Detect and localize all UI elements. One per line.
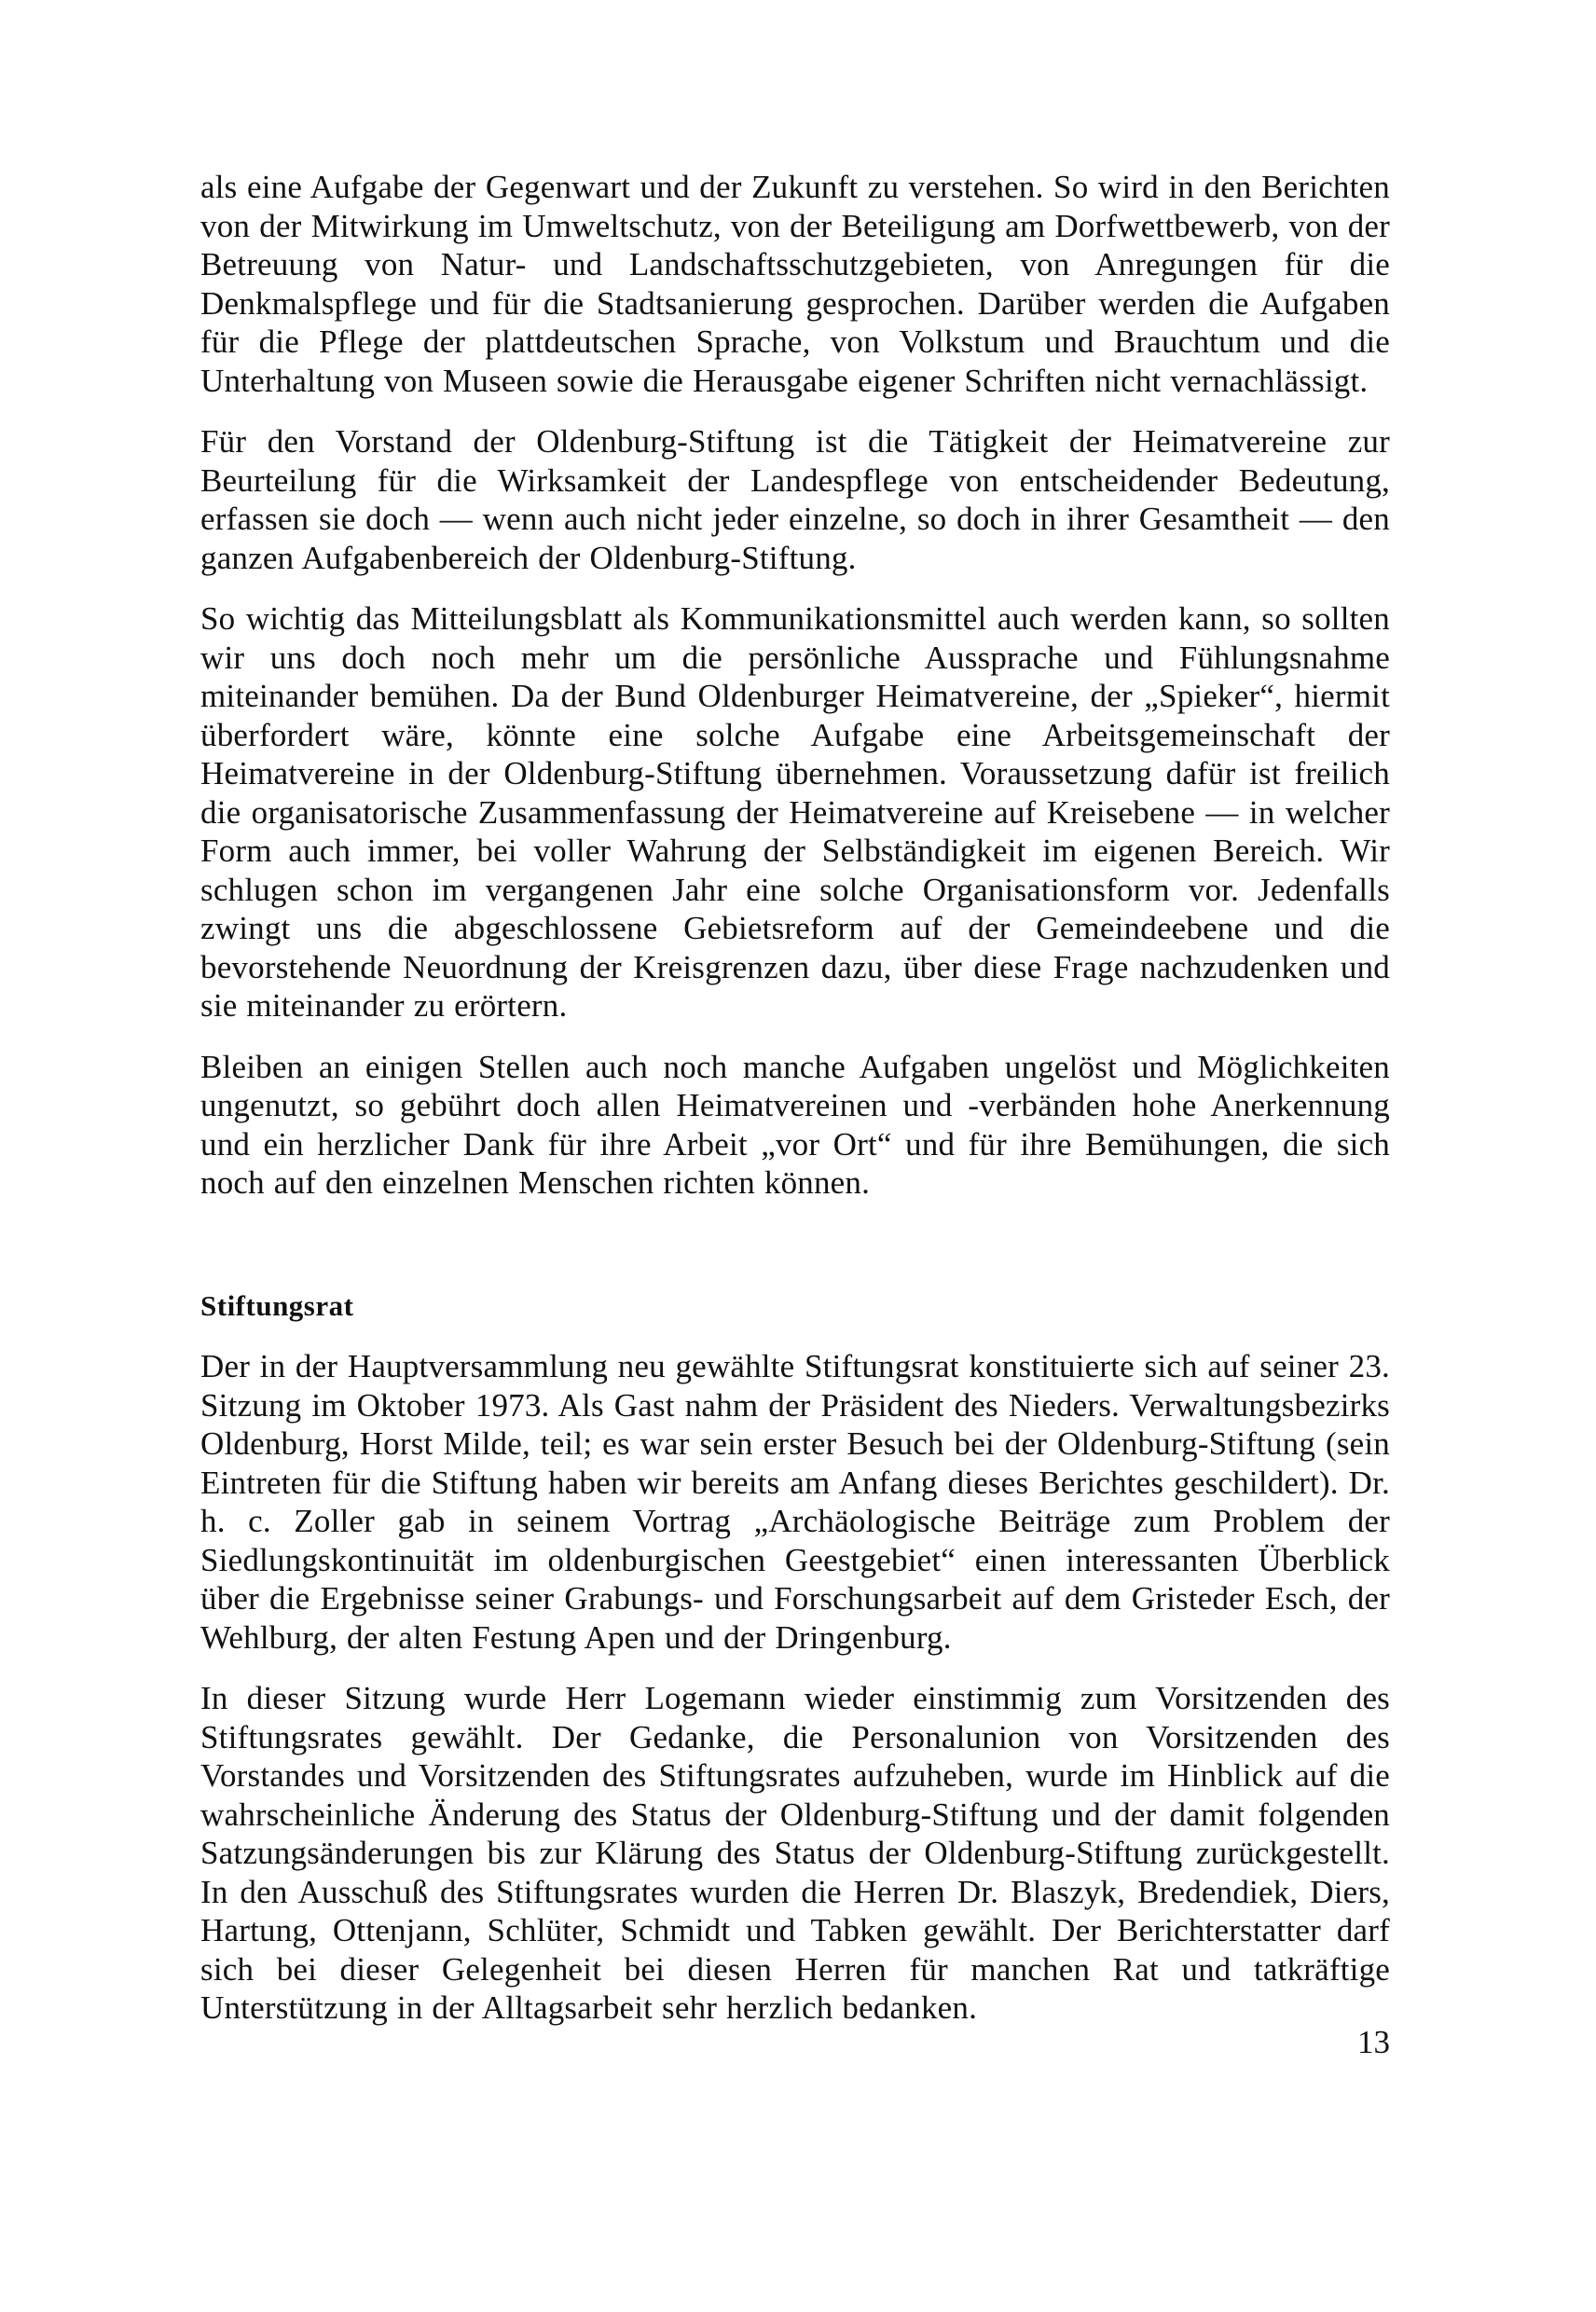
section-heading: Stiftungsrat <box>200 1288 354 1322</box>
body-text <box>200 168 1390 2050</box>
paragraph: In dieser Sitzung wurde Herr Logemann wieder einstimmig zum Vorsitzenden des Stiftungsrates gewählt. Der Gedanke, die Personalunion von Vorsitzenden des Vorstandes und Vorsitzenden des Stiftungsrates aufzuheben, wurde im Hinblick auf die wahrscheinliche Änderung des Status der Oldenburg-Stiftung und der damit folgenden Satzungsänderungen bis zur Klärung des Status der Oldenburg-Stiftung zurückgestellt. In den Ausschuß des Stiftungsrates wurden die Herren Dr. Blaszyk, Bredendiek, Diers, Hartung, Ottenjann, Schlüter, Schmidt und Tabken gewählt. Der Berichterstatter darf sich bei dieser Gelegenheit bei diesen Herren für manchen Rat und tatkräftige Unterstützung in der Alltagsarbeit sehr herzlich bedanken. <box>200 1680 1390 2026</box>
paragraph: Bleiben an einigen Stellen auch noch manche Aufgaben ungelöst und Möglichkeiten ungenutzt, so gebührt doch allen Heimatvereinen und -verbänden hohe Anerkennung und ein herzlicher Dank für ihre Arbeit „vor Ort“ und für ihre Bemühungen, die sich noch auf den einzelnen Menschen richten können. <box>200 1048 1390 1201</box>
paragraph: Für den Vorstand der Oldenburg-Stiftung ist die Tätigkeit der Heimatvereine zur Beurteilung für die Wirksamkeit der Landespflege von entscheidender Bedeutung, erfassen sie doch — wenn auch nicht jeder einzelne, so doch in ihrer Gesamtheit — den ganzen Aufgabenbereich der Oldenburg-Stiftung. <box>200 423 1390 576</box>
page-number: 13 <box>1357 2024 1390 2060</box>
paragraph: als eine Aufgabe der Gegenwart und der Zukunft zu verstehen. So wird in den Berichten von der Mitwirkung im Umweltschutz, von der Beteiligung am Dorfwettbewerb, von der Betreuung von Natur- und Landschaftsschutzgebieten, von Anregungen für die Denkmalspflege und für die Stadtsanierung gesprochen. Darüber werden die Aufgaben für die Pflege der plattdeutschen Sprache, von Volkstum und Brauchtum und die Unterhaltung von Museen sowie die Herausgabe eigener Schriften nicht vernachlässigt. <box>200 169 1390 399</box>
paragraph: So wichtig das Mitteilungsblatt als Kommunikationsmittel auch werden kann, so sollten wir uns doch noch mehr um die persönliche Aussprache und Fühlungsnahme miteinander bemühen. Da der Bund Oldenburger Heimatvereine, der „Spieker“, hiermit überfordert wäre, könnte eine solche Aufgabe eine Arbeitsgemeinschaft der Heimatvereine in der Oldenburg-Stiftung übernehmen. Voraussetzung dafür ist freilich die organisatorische Zusammenfassung der Heimatvereine auf Kreisebene — in welcher Form auch immer, bei voller Wahrung der Selbständigkeit im eigenen Bereich. Wir schlugen schon im vergangenen Jahr eine solche Organisationsform vor. Jedenfalls zwingt uns die abgeschlossene Gebietsreform auf der Gemeindeebene und die bevorstehende Neuordnung der Kreisgrenzen dazu, über diese Frage nachzudenken und sie miteinander zu erörtern. <box>200 600 1390 1024</box>
paragraph: Der in der Hauptversammlung neu gewählte Stiftungsrat konstituierte sich auf seiner 23. Sitzung im Oktober 1973. Als Gast nahm der Präsident des Nieders. Verwaltungsbezirks Oldenburg, Horst Milde, teil; es war sein erster Besuch bei der Oldenburg-Stiftung (sein Eintreten für die Stiftung haben wir bereits am Anfang dieses Berichtes geschildert). Dr. h. c. Zoller gab in seinem Vortrag „Archäologische Beiträge zum Problem der Siedlungskontinuität im oldenburgischen Geestgebiet“ einen interessanten Überblick über die Ergebnisse seiner Grabungs- und Forschungsarbeit auf dem Gristeder Esch, der Wehlburg, der alten Festung Apen und der Dringenburg. <box>200 1348 1390 1656</box>
